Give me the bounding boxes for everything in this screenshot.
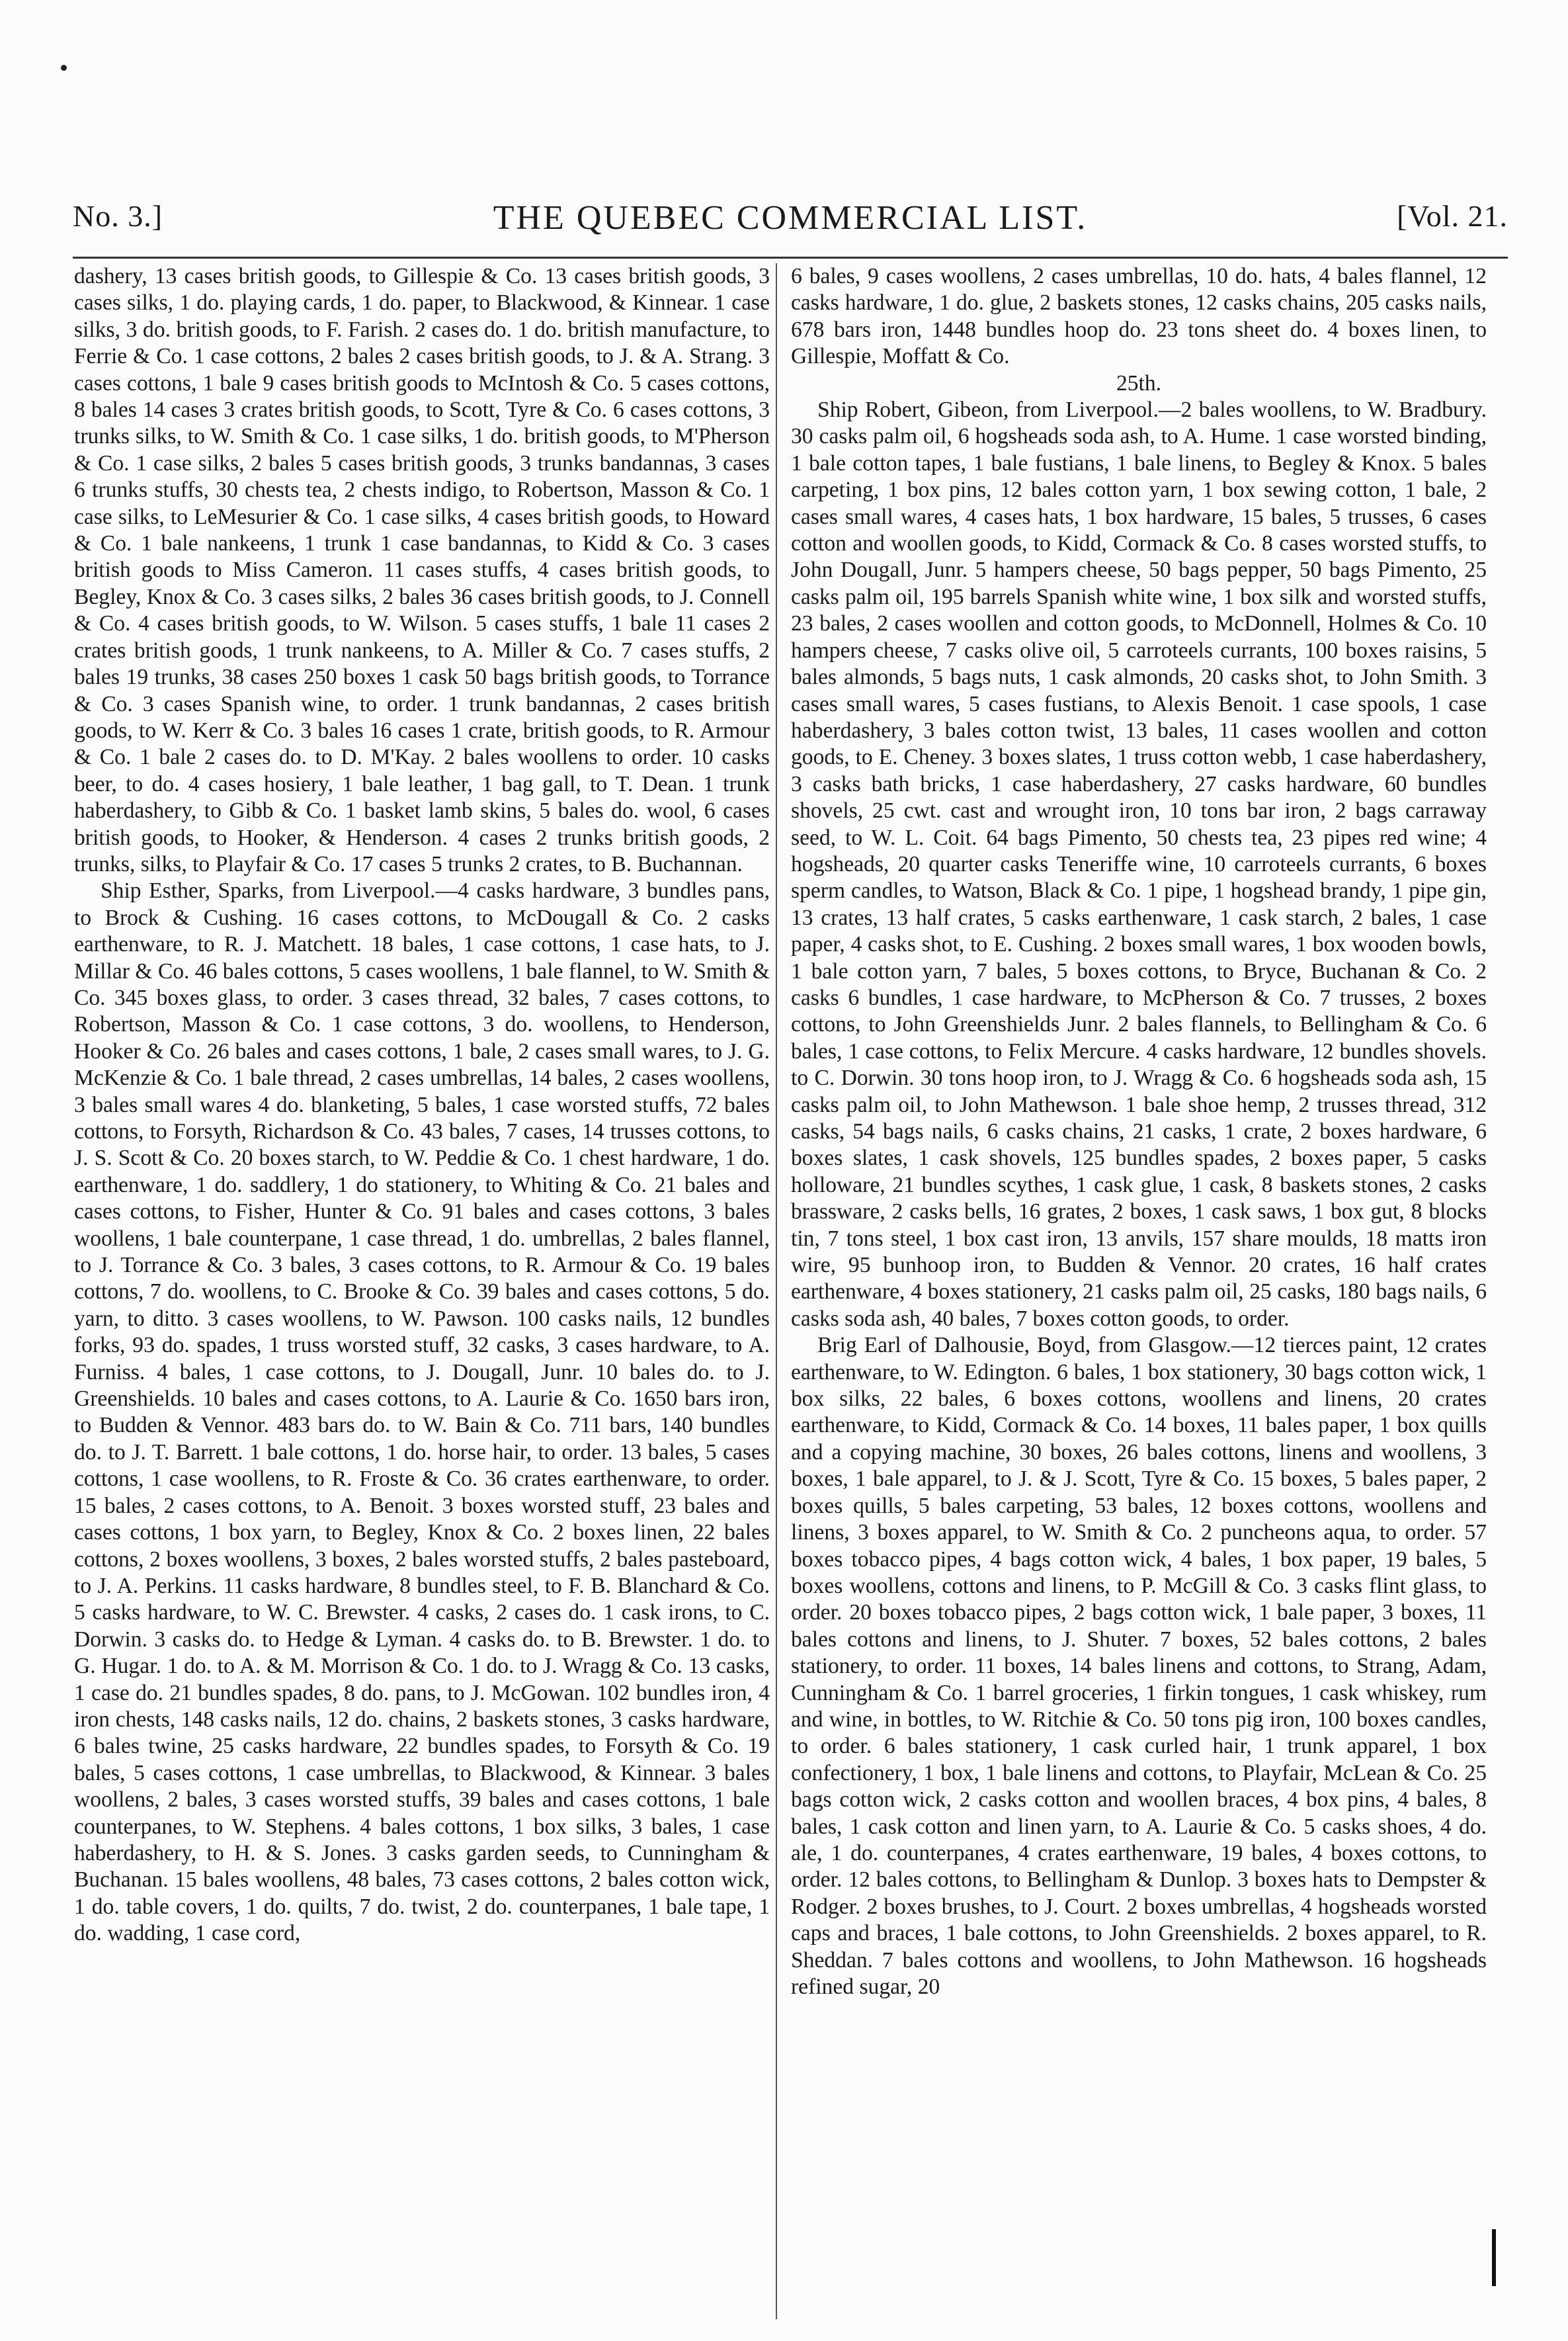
right-column	[791, 263, 1487, 2320]
right-continued-paragraph: 6 bales, 9 cases woollens, 2 cases umbrellas, 10 do. hats, 4 bales flannel, 12 casks hardware, 1 do. glue, 2 baskets stones, 12 casks chains, 205 casks nails, 678 bars iron, 1448 bundles hoop do. 23 tons sheet do. 4 boxes linen, to Gillespie, Moffatt & Co.	[791, 264, 1487, 369]
ship-robert-paragraph: Ship Robert, Gibeon, from Liverpool.—2 bales woollens, to W. Bradbury. 30 casks palm oil, 6 hogsheads soda ash, to A. Hume. 1 case worsted binding, 1 bale cotton tapes, 1 bale fustians, 1 bale linens, to Begley & Knox. 5 bales carpeting, 1 box pins, 12 bales cotton yarn, 1 box sewing cotton, 1 bale, 2 cases small wares, 4 cases hats, 1 box hardware, 15 bales, 5 trusses, 6 cases cotton and woollen goods, to Kidd, Cormack & Co. 8 cases worsted stuffs, to John Dougall, Junr. 5 hampers cheese, 50 bags pepper, 50 bags Pimento, 25 casks palm oil, 195 barrels Spanish white wine, 1 box silk and worsted stuffs, 23 bales, 2 cases woollen and cotton goods, to McDonnell, Holmes & Co. 10 hampers cheese, 7 casks olive oil, 5 carroteels currants, 100 boxes raisins, 5 bales almonds, 5 bags nuts, 1 cask almonds, 20 casks shot, to John Smith. 3 cases small wares, 5 cases fustians, to Alexis Benoit. 1 case spools, 1 case haberdashery, 3 bales cotton twist, 13 bales, 11 cases woollen and cotton goods, to E. Cheney. 3 boxes slates, 1 truss cotton webb, 1 case haberdashery, 3 casks bath bricks, 1 case haberdashery, 27 casks hardware, 60 bundles shovels, 25 cwt. cast and wrought iron, 10 tons bar iron, 2 bags carraway seed, to W. L. Coit. 64 bags Pimento, 50 chests tea, 23 pipes red wine; 4 hogsheads, 20 quarter casks Teneriffe wine, 10 carroteels currants, 6 boxes sperm candles, to Watson, Black & Co. 1 pipe, 1 hogshead brandy, 1 pipe gin, 13 crates, 13 half crates, 5 casks earthenware, 1 cask starch, 2 bales, 1 case paper, 4 casks shot, to E. Cushing. 2 boxes small wares, 1 box wooden bowls, 1 bale cotton yarn, 7 bales, 5 boxes cottons, to Bryce, Buchanan & Co. 2 casks 6 bundles, 1 case hardware, to McPherson & Co. 7 trusses, 2 boxes cottons, to John Greenshields Junr. 2 bales flannels, to Bellingham & Co. 6 bales, 1 case cottons, to Felix Mercure. 4 casks hardware, 12 bundles shovels. to C. Dorwin. 30 tons hoop iron, to J. Wragg & Co. 6 hogsheads soda ash, 15 casks palm oil, to John Mathewson. 1 bale shoe hemp, 2 trusses thread, 312 casks, 54 bags nails, 6 casks chains, 21 casks, 1 crate, 2 boxes hardware, 6 boxes slates, 1 cask shovels, 125 bundles spades, 2 boxes paper, 5 casks holloware, 21 bundles scythes, 1 cask glue, 1 cask, 8 baskets stones, 2 casks brassware, 2 casks bells, 16 grates, 2 boxes, 1 cask saws, 1 box gut, 8 blocks tin, 7 tons steel, 1 box cast iron, 13 anvils, 157 share moulds, 18 matts iron wire, 95 bunhoop iron, to Budden & Vennor. 20 crates, 16 half crates earthenware, 4 boxes stationery, 21 casks palm oil, 25 casks, 180 bags nails, 6 casks soda ash, 40 bales, 7 boxes cotton goods, to order.	[791, 398, 1487, 1331]
ink-speck	[61, 65, 67, 71]
page-header	[73, 193, 1508, 246]
date-heading: 25th.	[1116, 370, 1162, 396]
brig-earl-of-dalhousie-paragraph: Brig Earl of Dalhousie, Boyd, from Glasgow.—12 tierces paint, 12 crates earthenware, to W. Edington. 6 bales, 1 box stationery, 30 bags cotton wick, 1 box silks, 22 bales, 6 boxes cottons, woollens and linens, 20 crates earthenware, to Kidd, Cormack & Co. 14 boxes, 11 bales paper, 1 box quills and a copying machine, 30 boxes, 26 bales cottons, linens and woollens, 3 boxes, 1 bale apparel, to J. & J. Scott, Tyre & Co. 15 boxes, 5 bales paper, 2 boxes quills, 5 bales carpeting, 53 bales, 12 boxes cottons, woollens and linens, 3 boxes apparel, to W. Smith & Co. 2 puncheons aqua, to order. 57 boxes tobacco pipes, 4 bags cotton wick, 4 bales, 1 box paper, 19 bales, 5 boxes woollens, cottons and linens, to P. McGill & Co. 3 casks flint glass, to order. 20 boxes tobacco pipes, 2 bags cotton wick, 1 bale paper, 3 boxes, 11 bales cottons and linens, to J. Shuter. 7 boxes, 52 bales cottons, 2 bales stationery, to order. 11 boxes, 14 bales linens and cottons, to Strang, Adam, Cunningham & Co. 1 barrel groceries, 1 firkin tongues, 1 cask whiskey, rum and wine, in bottles, to W. Ritchie & Co. 50 tons pig iron, 100 boxes candles, to order. 6 bales stationery, 1 cask curled hair, 1 trunk apparel, 1 box confectionery, 1 box, 1 bale linens and cottons, to Playfair, McLean & Co. 25 bags cotton wick, 2 casks cotton and woollen braces, 4 box pins, 4 bales, 8 bales, 1 cask cotton and linen yarn, to A. Laurie & Co. 5 casks shoes, 4 do. ale, 1 do. counterpanes, 4 crates earthenware, 19 bales, 4 boxes cottons, to order. 12 bales cottons, to Bellingham & Dunlop. 3 boxes hats to Dempster & Rodger. 2 boxes brushes, to J. Court. 2 boxes umbrellas, 4 hogsheads worsted caps and braces, 1 bale cottons, to John Greenshields. 2 boxes apparel, to R. Sheddan. 7 bales cottons and woollens, to John Mathewson. 16 hogsheads refined sugar, 20	[791, 1333, 1487, 1999]
issue-number: No. 3.]	[73, 199, 163, 233]
volume-number: [Vol. 21.	[1397, 199, 1508, 233]
column-divider	[776, 263, 777, 2319]
left-continued-paragraph: dashery, 13 cases british goods, to Gillespie & Co. 13 cases british goods, 3 cases silks, 1 do. playing cards, 1 do. paper, to Blackwood, & Kinnear. 1 case silks, 3 do. british goods, to F. Farish. 2 cases do. 1 do. british manufacture, to Ferrie & Co. 1 case cottons, 2 bales 2 cases british goods, to J. & A. Strang. 3 cases cottons, 1 bale 9 cases british goods to McIntosh & Co. 5 cases cottons, 8 bales 14 cases 3 crates british goods, to Scott, Tyre & Co. 6 cases cottons, 3 trunks silks, to W. Smith & Co. 1 case silks, 1 do. british goods, to M'Pherson & Co. 1 case silks, 2 bales 5 cases british goods, 3 trunks bandannas, 3 cases 6 trunks stuffs, 30 chests tea, 2 chests indigo, to Robertson, Masson & Co. 1 case silks, to LeMesurier & Co. 1 case silks, 4 cases british goods, to Howard & Co. 1 bale nankeens, 1 trunk 1 case bandannas, to Kidd & Co. 3 cases british goods to Miss Cameron. 11 cases stuffs, 4 cases british goods, to Begley, Knox & Co. 3 cases silks, 2 bales 36 cases british goods, to J. Connell & Co. 4 cases british goods, to W. Wilson. 5 cases stuffs, 1 bale 11 cases 2 crates british goods, 1 trunk nankeens, to A. Miller & Co. 7 cases stuffs, 2 bales 19 trunks, 38 cases 250 boxes 1 cask 50 bags british goods, to Torrance & Co. 3 cases Spanish wine, to order. 1 trunk bandannas, 2 cases british goods, to W. Kerr & Co. 3 bales 16 cases 1 crate, british goods, to R. Armour & Co. 1 bale 2 cases do. to D. M'Kay. 2 bales woollens to order. 10 casks beer, to do. 4 cases hosiery, 1 bale leather, 1 bag gall, to T. Dean. 1 trunk haberdashery, to Gibb & Co. 1 basket lamb skins, 5 bales do. wool, 6 cases british goods, to Hooker, & Henderson. 4 cases 2 trunks british goods, 2 trunks, silks, to Playfair & Co. 17 cases 5 trunks 2 crates, to B. Buchannan.	[74, 264, 770, 876]
header-rule	[73, 257, 1508, 259]
left-column	[74, 263, 770, 2320]
ship-esther-paragraph: Ship Esther, Sparks, from Liverpool.—4 casks hardware, 3 bundles pans, to Brock & Cushing. 16 cases cottons, to McDougall & Co. 2 casks earthenware, to R. J. Matchett. 18 bales, 1 case cottons, 1 case hats, to J. Millar & Co. 46 bales cottons, 5 cases woollens, 1 bale flannel, to W. Smith & Co. 345 boxes glass, to order. 3 cases thread, 32 bales, 7 cases cottons, to Robertson, Masson & Co. 1 case cottons, 3 do. woollens, to Henderson, Hooker & Co. 26 bales and cases cottons, 1 bale, 2 cases small wares, to J. G. McKenzie & Co. 1 bale thread, 2 cases umbrellas, 14 bales, 2 cases woollens, 3 bales small wares 4 do. blanketing, 5 bales, 1 case worsted stuffs, 72 bales cottons, to Forsyth, Richardson & Co. 43 bales, 7 cases, 14 trusses cottons, to J. S. Scott & Co. 20 boxes starch, to W. Peddie & Co. 1 chest hardware, 1 do. earthenware, 1 do. saddlery, 1 do stationery, to Whiting & Co. 21 bales and cases cottons, to Fisher, Hunter & Co. 91 bales and cases cottons, 3 bales woollens, 1 bale counterpane, 1 case thread, 1 do. umbrellas, 2 bales flannel, to J. Torrance & Co. 3 bales, 3 cases cottons, to R. Armour & Co. 19 bales cottons, 7 do. woollens, to C. Brooke & Co. 39 bales and cases cottons, 5 do. yarn, to ditto. 3 cases woollens, to W. Pawson. 100 casks nails, 12 bundles forks, 93 do. spades, 1 truss worsted stuff, 32 casks, 3 cases hardware, to A. Furniss. 4 bales, 1 case cottons, to J. Dougall, Junr. 10 bales do. to J. Greenshields. 10 bales and cases cottons, to A. Laurie & Co. 1650 bars iron, to Budden & Vennor. 483 bars do. to W. Bain & Co. 711 bars, 140 bundles do. to J. T. Barrett. 1 bale cottons, 1 do. horse hair, to order. 13 bales, 5 cases cottons, 1 case woollens, to R. Froste & Co. 36 crates earthenware, to order. 15 bales, 2 cases cottons, to A. Benoit. 3 boxes worsted stuff, 23 bales and cases cottons, 1 box yarn, to Begley, Knox & Co. 2 boxes linen, 22 bales cottons, 2 boxes woollens, 3 boxes, 2 bales worsted stuffs, 2 bales pasteboard, to J. A. Perkins. 11 casks hardware, 8 bundles steel, to F. B. Blanchard & Co. 5 casks hardware, to W. C. Brewster. 4 casks, 2 cases do. 1 cask irons, to C. Dorwin. 3 casks do. to Hedge & Lyman. 4 casks do. to B. Brewster. 1 do. to G. Hugar. 1 do. to A. & M. Morrison & Co. 1 do. to J. Wragg & Co. 13 casks, 1 case do. 21 bundles spades, 8 do. pans, to J. McGowan. 102 bundles iron, 4 iron chests, 148 casks nails, 12 do. chains, 2 baskets stones, 3 casks hardware, 6 bales twine, 25 casks hardware, 22 bundles spades, to Forsyth & Co. 19 bales, 5 cases cottons, 1 case umbrellas, to Blackwood, & Kinnear. 3 bales woollens, 2 bales, 3 cases worsted stuffs, 39 bales and cases cottons, 1 bale counterpanes, to W. Stephens. 4 bales cottons, 1 box silks, 3 bales, 1 case haberdashery, to H. & S. Jones. 3 casks garden seeds, to Cunningham & Buchanan. 15 bales woollens, 48 bales, 73 cases cottons, 2 bales cotton wick, 1 do. table covers, 1 do. quilts, 7 do. twist, 2 do. counterpanes, 1 bale tape, 1 do. wadding, 1 case cord,	[74, 878, 770, 1946]
margin-mark	[1492, 2229, 1496, 2286]
publication-title: THE QUEBEC COMMERCIAL LIST.	[493, 199, 1088, 237]
